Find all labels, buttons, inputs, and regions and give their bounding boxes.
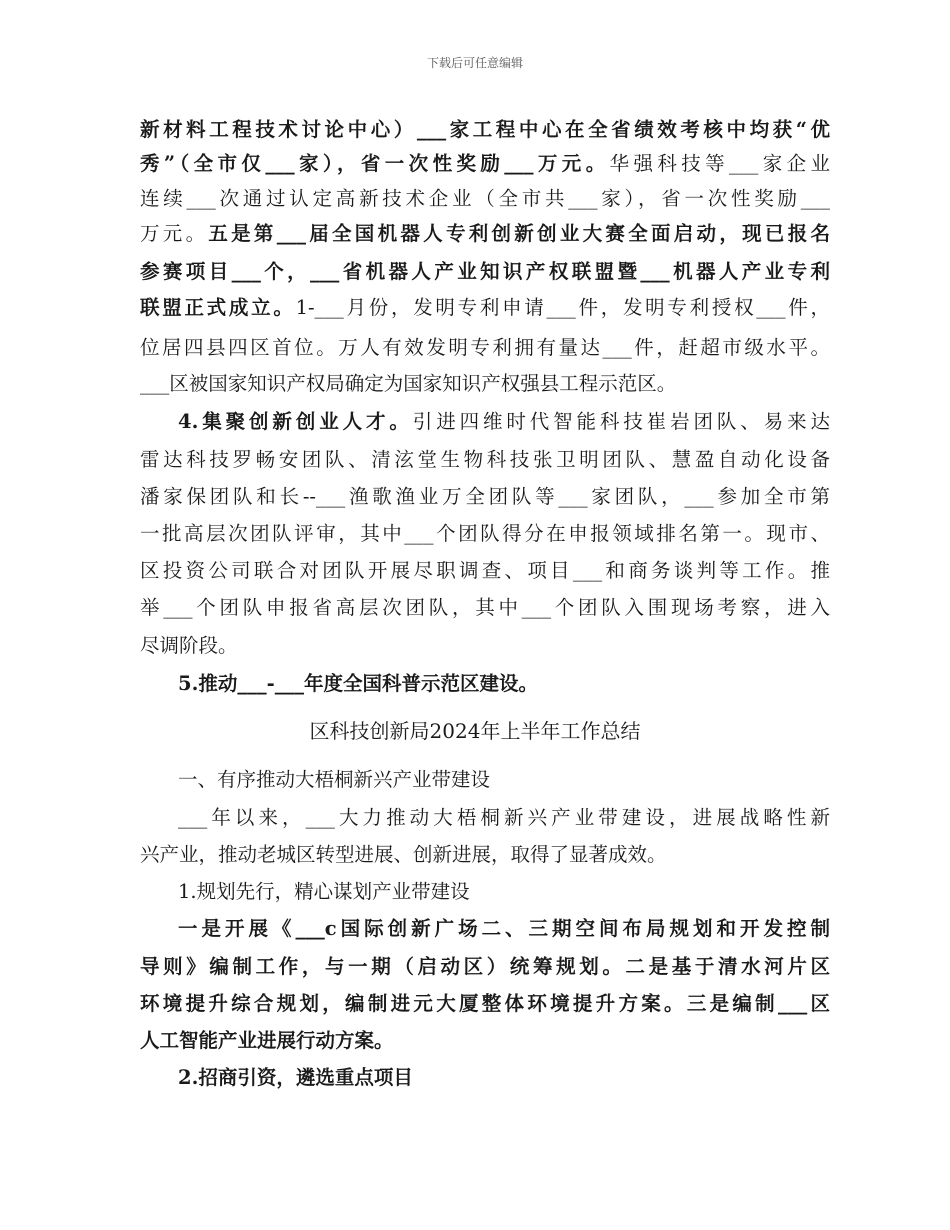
paragraph-line: [140, 450, 830, 470]
text-run: 环境提升综合规划，编制进元大厦整体环境提升方案。三是编制___区: [140, 992, 830, 1015]
paragraph-line: [140, 636, 830, 656]
paragraph-line: [178, 412, 830, 432]
text-run: 引进四维时代智能科技崔岩团队、易来达: [412, 410, 830, 433]
text-run: 5.推动___-___年度全国科普示范区建设。: [178, 672, 538, 695]
text-run: 一是开展《___c国际创新广场二、三期空间布局规划和开发控制: [178, 917, 830, 940]
text-run: 参赛项目___个，___省机器人产业知识产权联盟暨___机器人产业专利: [140, 260, 830, 283]
paragraph-line: [140, 561, 830, 581]
text-run: 一、有序推动大梧桐新兴产业带建设: [178, 768, 491, 791]
text-run: 万元。: [140, 222, 209, 245]
subsection-heading: [178, 882, 830, 902]
text-run: 兴产业，推动老城区转型进展、创新进展，取得了显著成效。: [140, 843, 667, 866]
section-heading: [178, 770, 830, 790]
text-run: 2.招商引资，遴选重点项目: [178, 1066, 413, 1089]
text-run: 雷达科技罗畅安团队、清泫堂生物科技张卫明团队、慧盈自动化设备: [140, 448, 830, 471]
page-title: [0, 721, 950, 741]
text-run: 1-___月份，发明专利申请___件，发明专利授权___件，: [295, 296, 830, 319]
text-run: ___区被国家知识产权局确定为国家知识产权强县工程示范区。: [140, 372, 677, 395]
text-run: 导则》编制工作，与一期（启动区）统筹规划。二是基于清水河片区: [140, 955, 830, 978]
paragraph-line: [140, 189, 830, 209]
text-run: 人工智能产业进展行动方案。: [140, 1029, 394, 1052]
text-run: ___年以来，___大力推动大梧桐新兴产业带建设，进展战略性新: [178, 806, 830, 829]
paragraph-line: [140, 994, 830, 1014]
text-run: 举___个团队申报省高层次团队，其中___个团队入围现场考察，进入: [140, 596, 830, 619]
paragraph-line: [140, 598, 830, 618]
paragraph-line: [140, 1031, 830, 1051]
subsection-heading: [178, 1068, 830, 1088]
paragraph-line: [140, 524, 830, 544]
paragraph-line: [140, 262, 830, 282]
paragraph-line: [140, 338, 830, 358]
text-run: 连续___次通过认定高新技术企业（全市共___家），省一次性奖励___: [140, 187, 830, 210]
paragraph-line: [140, 154, 830, 174]
text-run: 区科技创新局2024年上半年工作总结: [309, 719, 641, 743]
paragraph-line: [140, 845, 830, 865]
paragraph-line: [140, 298, 830, 318]
paragraph-line: [140, 374, 830, 394]
text-run: 区投资公司联合对团队开展尽职调查、项目___和商务谈判等工作。推: [140, 559, 830, 582]
paragraph-line: [140, 957, 830, 977]
text-run: 秀”（全市仅___家），省一次性奖励___万元。: [140, 152, 610, 175]
text-run: 4.集聚创新创业人才。: [178, 410, 413, 433]
paragraph-line: [178, 808, 830, 828]
paragraph-line: [140, 120, 830, 140]
text-run: 潘家保团队和长--___渔歌渔业万全团队等___家团队，___参加全市第: [140, 485, 830, 508]
text-run: 一批高层次团队评审，其中___个团队得分在申报领域排名第一。现市、: [140, 522, 830, 545]
text-run: 联盟正式成立。: [140, 296, 296, 319]
text-run: 华强科技等___家企业: [609, 152, 830, 175]
text-run: 新材料工程技术讨论中心）___家工程中心在全省绩效考核中均获“优: [140, 118, 830, 141]
page-header-note: 下载后可任意编辑: [426, 56, 523, 70]
paragraph-line: [140, 487, 830, 507]
paragraph-line: [178, 919, 830, 939]
text-run: 1.规划先行，精心谋划产业带建设: [178, 880, 470, 903]
section-heading: [178, 674, 830, 694]
text-run: 尽调阶段。: [140, 634, 238, 657]
text-run: 五是第___届全国机器人专利创新创业大赛全面启动，现已报名: [208, 222, 830, 245]
text-run: 位居四县四区首位。万人有效发明专利拥有量达___件，赶超市级水平。: [140, 336, 830, 359]
paragraph-line: [140, 224, 830, 244]
